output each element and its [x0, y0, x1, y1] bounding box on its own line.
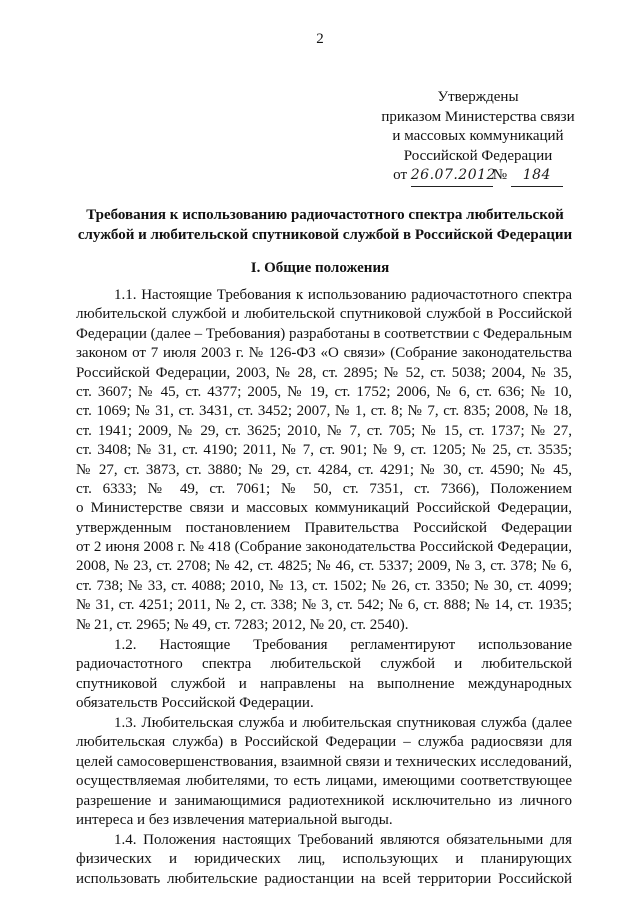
- paragraph-line: от 2 июня 2008 г. № 418 (Собрание законодательства Российской Федерации,: [76, 539, 572, 556]
- page-number: 2: [316, 31, 324, 47]
- paragraph-line: интереса и без извлечения материальной выгоды.: [76, 811, 393, 828]
- paragraph-line: использовать любительские радиостанции на всей территории Российской: [76, 870, 572, 887]
- paragraph-line: ст. 1941; 2009, № 29, ст. 3625; 2010, № 7, ст. 705; № 15, ст. 1737; № 27,: [76, 422, 572, 439]
- paragraph-line: № 31, ст. 4251; 2011, № 2, ст. 338; № 3, ст. 542; № 6, ст. 888; № 14, ст. 1935;: [76, 597, 572, 614]
- title-line-2: службой и любительской спутниковой службой в Российской Федерации: [77, 226, 573, 243]
- date-field: [410, 166, 496, 187]
- paragraph-1-3: [76, 714, 572, 830]
- number-label: №: [492, 167, 508, 183]
- paragraph-line: спутниковой службой и направлены на выполнение международных: [76, 675, 572, 692]
- paragraph-1-1: [76, 286, 572, 635]
- approval-block: [378, 88, 578, 187]
- section-heading: I. Общие положения: [250, 260, 390, 276]
- paragraph-line: утвержденным постановлением Правительства Российской Федерации: [76, 519, 572, 536]
- paragraph-line: о Министерстве связи и массовых коммуникаций Российской Федерации,: [76, 500, 572, 517]
- paragraph-line: законом от 7 июля 2003 г. № 126-ФЗ «О связи» (Собрание законодательства: [76, 345, 572, 362]
- paragraph-line: любительской службой и любительской спутниковой службой в Российской: [76, 306, 572, 323]
- paragraph-line: разрешение и занимающимися радиотехникой исключительно из личного: [76, 792, 572, 809]
- paragraph-line: ст. 1069; № 31, ст. 3431, ст. 3452; 2007, № 1, ст. 8; № 7, ст. 835; 2008, № 18,: [76, 403, 572, 420]
- approval-line-3: и массовых коммуникаций: [392, 128, 564, 144]
- title-line-1: Требования к использованию радиочастотного спектра любительской: [86, 207, 564, 223]
- paragraph-line: 1.4. Положения настоящих Требований являются обязательными для: [114, 832, 572, 848]
- approval-line-4: Российской Федерации: [403, 147, 553, 164]
- handwritten-number: 184: [522, 167, 551, 183]
- paragraph-line: любительская служба) в Российской Федерации – служба радиосвязи для: [76, 734, 572, 751]
- paragraph-line: № 27, ст. 3873, ст. 3880; № 29, ст. 4284, ст. 4291; № 30, ст. 4590; № 45,: [76, 461, 572, 478]
- paragraph-1-2: [76, 636, 572, 714]
- approval-date-line: [378, 166, 578, 187]
- document-title: [60, 206, 590, 245]
- paragraph-line: ст. 3408; № 31, ст. 4190; 2011, № 7, ст. 901; № 9, ст. 1205; № 25, ст. 3535;: [76, 442, 572, 459]
- paragraph-line: ст. 738; № 33, ст. 4088; 2010, № 13, ст. 1502; № 26, ст. 3350; № 30, ст. 4099;: [76, 577, 572, 594]
- handwritten-date: 26.07.2012: [410, 167, 496, 183]
- paragraph-1-4: [76, 831, 572, 889]
- paragraph-line: обязательств Российской Федерации.: [76, 695, 314, 712]
- paragraph-line: ст. 3607; № 45, ст. 4377; 2005, № 19, ст. 1752; 2006, № 6, ст. 636; № 10,: [76, 383, 572, 400]
- paragraph-line: физических и юридических лиц, использующих и планирующих: [76, 851, 572, 868]
- paragraph-line: ст. 6333; № 49, ст. 7061; № 50, ст. 7351, ст. 7366), Положением: [76, 480, 572, 497]
- paragraph-line: целей самосовершенствования, взаимной связи и технических исследований,: [76, 753, 572, 770]
- paragraph-line: 1.3. Любительская служба и любительская спутниковая служба (далее: [114, 715, 572, 731]
- approval-line-1: Утверждены: [437, 89, 519, 105]
- paragraph-line: радиочастотного спектра любительской службой и любительской: [76, 656, 572, 673]
- paragraph-line: Федерации (далее – Требования) разработаны в соответствии с Федеральным: [76, 325, 572, 342]
- paragraph-line: № 21, ст. 2965; № 49, ст. 7283; 2012, № 20, ст. 2540).: [76, 616, 409, 633]
- paragraph-line: 1.2. Настоящие Требования регламентируют использование: [114, 637, 572, 653]
- paragraph-line: осуществляемая любителями, то есть лицами, имеющими соответствующее: [76, 773, 572, 790]
- paragraph-line: Российской Федерации, 2003, № 28, ст. 2895; № 52, ст. 5038; 2004, № 35,: [76, 364, 572, 381]
- from-label: от: [393, 167, 408, 183]
- order-number-field: [511, 166, 563, 187]
- paragraph-line: 2008, № 23, ст. 2708; № 42, ст. 4825; № 46, ст. 5337; 2009, № 3, ст. 378; № 6,: [76, 558, 572, 575]
- paragraph-line: 1.1. Настоящие Требования к использованию радиочастотного спектра: [114, 287, 572, 303]
- approval-line-2: приказом Министерства связи: [381, 108, 575, 125]
